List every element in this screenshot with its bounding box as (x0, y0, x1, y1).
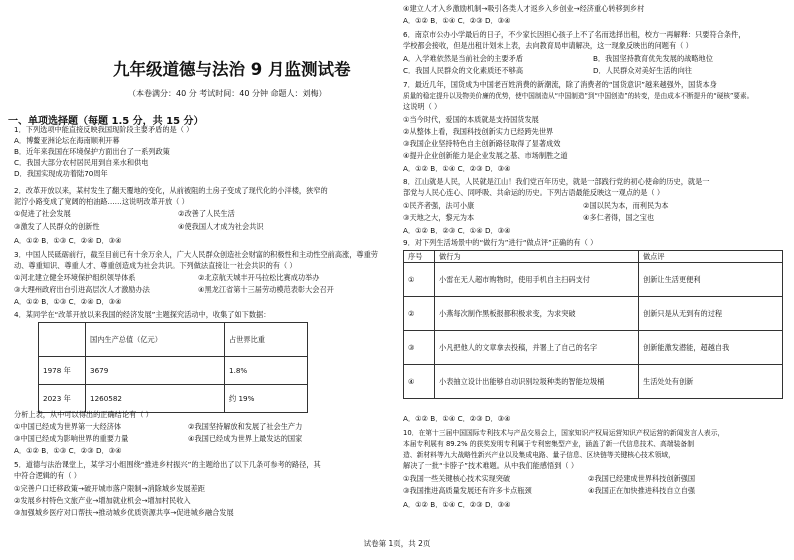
option-line: D．人民群众对美好生活的向往 (593, 66, 692, 75)
table-cell: 1978 年 (39, 357, 86, 385)
table-cell: 约 19% (225, 385, 308, 413)
option-line: ②我国已经建成世界科技创新强国 (588, 474, 696, 483)
option-line: ①我国一些关键核心技术实现突破 (403, 474, 511, 483)
option-line: ②我国坚持解放和发展了社会生产力 (188, 422, 303, 431)
table-header: 占世界比重 (225, 323, 308, 357)
table-header-row (404, 251, 783, 263)
option-line: ①完善户口迁移政策→破开城市落户限制→消除城乡发展差距 (14, 484, 205, 493)
question-line: 本届专利展有 89.2% 的获奖发明专利属于专利密集型产业，涵盖了新一代信息技术、高端装备制 (403, 440, 694, 448)
table-header: 序号 (404, 251, 435, 263)
table-cell: 小燕每次制作黑板报都积极求变，为求突破 (435, 297, 639, 331)
option-line: ③我国推进高质量发展还有许多卡点瓶颈 (403, 486, 532, 495)
table-cell: ① (404, 263, 435, 297)
question-line: 这说明（ ） (403, 102, 442, 111)
table-cell: 小表抽立设计出能够自动识别垃圾种类的智能垃圾桶 (435, 365, 639, 399)
option-line: ①中国已经成为世界第一大经济体 (14, 422, 122, 431)
option-line: ④建立人才入乡激励机制→吸引各类人才返乡入乡创业→经济重心转移到乡村 (403, 4, 645, 13)
answer-choices: A．①② B．①③ C．②④ D．③④ (14, 236, 122, 245)
table-header-row (39, 323, 308, 357)
option-line: ③我国企业坚持特色自主创新路径取得了显著成效 (403, 139, 561, 148)
option-line: ①民齐者强，法可小康 (403, 201, 475, 210)
question-line: 6．南京市公办小学最后的日子，不少家长因担心孩子上不了名而选择出租，校方一再解释：只要符合条件， (403, 30, 746, 39)
question-line: 质量的稳定提升以及物美价廉的优势，使中国制造从“中国制造”到“中国创造”的转变，是由成本不断提升的“硬核”要素。 (403, 92, 754, 100)
table-cell: 1.8% (225, 357, 308, 385)
option-line: ④多仁者得，国之宝也 (583, 213, 655, 222)
option-line: A．博鳌亚洲论坛在海南顺利开幕 (14, 136, 120, 145)
table-row (39, 385, 308, 413)
question-line: 2．改革开放以来，某村发生了翻天覆地的变化，从前被阻的土房子变成了现代化的小洋楼，狭窄的 (14, 186, 328, 195)
option-line: ②从整体上看，我国科技创新实力已经跨先世界 (403, 127, 554, 136)
table-header: 做点评 (639, 251, 783, 263)
answer-choices: A．①② B．①④ C．②③ D．③④ (403, 16, 511, 25)
table-cell: 创新让生活更便利 (639, 263, 783, 297)
table-row (404, 297, 783, 331)
answer-choices: A．①② B．①④ C．②③ D．③④ (403, 164, 511, 173)
question-line: 中符合逻辑的有（ ） (14, 471, 81, 480)
answer-choices: A．①② B．①④ C．②③ D．③④ (403, 414, 511, 423)
exam-title: 九年级道德与法治 9 月监测试卷 (113, 60, 351, 79)
question-line: 分析上表，从中可以得出的正确结论有（ ） (14, 410, 153, 419)
table-cell: 创新能激发潜能，超越自我 (639, 331, 783, 365)
question-line: 3．中国人民砥砺前行，截至目前已有十余万余人，广大人民群众创造社会财富的积极性和主动性空前高涨，尊重劳 (14, 250, 378, 259)
table-cell: 创新只是从无到有的过程 (639, 297, 783, 331)
option-line: B．近年来我国在环境保护方面出台了一系列政策 (14, 147, 170, 156)
question-line: 7．最近几年，国货成为中国老百姓消费的新潮流，除了消费者的“国货意识”越来越强外，国货本身 (403, 80, 717, 89)
option-line: ③大理州政府出台引进高层次人才激励办法 (14, 285, 150, 294)
question-line: 学校都会接收，但是出租计划未上表，去向教育局申请解决，这一现象反映出的问题有（ ） (403, 41, 693, 50)
option-line: ①促进了社会发展 (14, 209, 71, 218)
option-line: ③加强城乡医疗对口帮扶→推动城乡优质资源共享→促进城乡融合发展 (14, 508, 234, 517)
option-line: ④我国正在加快推进科技自立自强 (588, 486, 696, 495)
page-footer: 试卷第 1页，共 2页 (363, 539, 431, 548)
table-cell: 小凡把他人的文章拿去投稿，并署上了自己的名字 (435, 331, 639, 365)
question-line: 部党与人民心连心、同呼吸、共命运的历史。下列古语最能反映这一观点的是（ ） (403, 188, 665, 197)
question-line: 动、尊重知识、尊重人才、尊重创造成为社会共识。下列做法直接让一社会共识的有（ ） (14, 261, 297, 270)
option-line: C．我国大部分农村居民用到自来水和供电 (14, 158, 149, 167)
table-cell: 3679 (86, 357, 225, 385)
option-line: ④提升企业创新能力是企业发展之基、市场制胜之道 (403, 151, 568, 160)
option-line: D．我国实现成功着陆70周年 (14, 169, 108, 178)
question-line: 8．江山就是人民，人民就是江山！我们党百年历史，就是一部践行党的初心使命的历史，就是一 (403, 177, 710, 186)
table-header (39, 323, 86, 357)
option-line: B．我国坚持教育优先发展的战略地位 (593, 54, 713, 63)
option-line: ③天地之大，黎元为本 (403, 213, 475, 222)
question-line: 造、新材料等九大战略性新兴产业以及集成电路、量子信息、区块链等关键核心技术领域， (403, 451, 675, 459)
table-cell: ③ (404, 331, 435, 365)
option-line: ①河北建立健全环境保护组织领导体系 (14, 273, 136, 282)
question-line: 泥泞小路变成了宽阔的柏油路……这说明改革开放（ ） (14, 197, 189, 206)
question-line: 解决了一批“卡脖子”技术难题。从中我们能感悟到（ ） (403, 461, 579, 470)
option-line: ③中国已经成为影响世界的重要力量 (14, 434, 129, 443)
option-line: ④使我国人才成为社会共识 (178, 222, 264, 231)
section-heading: 一、单项选择题（每题 1.5 分，共 15 分） (8, 116, 204, 127)
scenario-table (403, 250, 783, 399)
exam-subtitle: （本卷满分：40 分 考试时间：40 分钟 命题人：刘梅） (128, 89, 327, 98)
gdp-table (38, 322, 308, 413)
table-row (39, 357, 308, 385)
table-header: 国内生产总值（亿元） (86, 323, 225, 357)
table-cell: ② (404, 297, 435, 331)
option-line: ③激发了人民群众的创新性 (14, 222, 100, 231)
option-line: C．我国人民群众的文化素质还不够高 (403, 66, 524, 75)
question-line: 10．在第十三届中国国际专利技术与产品交易会上，国家知识产权局运营知识产权运营的新闻发言人表示， (403, 429, 725, 437)
table-cell: 生活处处有创新 (639, 365, 783, 399)
answer-choices: A．①② B．②③ C．①④ D．③④ (403, 226, 511, 235)
question-line: 1．下列选项中能直接反映我国现阶段主要矛盾的是（ ） (14, 125, 194, 134)
table-header: 做行为 (435, 251, 639, 263)
table-row (404, 331, 783, 365)
option-line: ②北京航天城丰开马拉松比赛成功举办 (198, 273, 320, 282)
option-line: ④黑龙江省第十三届劳动模范表彰大会召开 (198, 285, 334, 294)
option-line: ②改善了人民生活 (178, 209, 235, 218)
table-row (404, 365, 783, 399)
option-line: ①当今时代，爱国的本质就是支持国货发展 (403, 115, 539, 124)
answer-choices: A．①② B．①③ C．②③ D．③④ (14, 446, 122, 455)
question-line: 5．道德与法治课堂上，某学习小组围绕“推进乡村振兴”的主题给出了以下几条可参考的路径，其 (14, 460, 321, 469)
option-line: ②发展乡村特色文旅产业→增加就业机会→增加村民收入 (14, 496, 191, 505)
question-line: 9．对下列生活场景中的“做行为”进行“做点评”正确的有（ ） (403, 238, 598, 247)
question-line: 4．某同学在“改革开放以来我国的经济发展”主题探究活动中，收集了如下数据： (14, 310, 271, 319)
answer-choices: A．①② B．①③ C．②④ D．③④ (14, 297, 122, 306)
answer-choices: A．①② B．①④ C．②③ D．③④ (403, 500, 511, 509)
option-line: ②国以民为本，而利民为本 (583, 201, 669, 210)
table-cell: 小雷在无人超市购物时，使用手机自主扫码支付 (435, 263, 639, 297)
table-cell: 1260582 (86, 385, 225, 413)
option-line: A．入学难依然是当前社会的主要矛盾 (403, 54, 523, 63)
table-cell: ④ (404, 365, 435, 399)
table-cell: 2023 年 (39, 385, 86, 413)
option-line: ④我国已经成为世界上最发达的国家 (188, 434, 303, 443)
table-row (404, 263, 783, 297)
